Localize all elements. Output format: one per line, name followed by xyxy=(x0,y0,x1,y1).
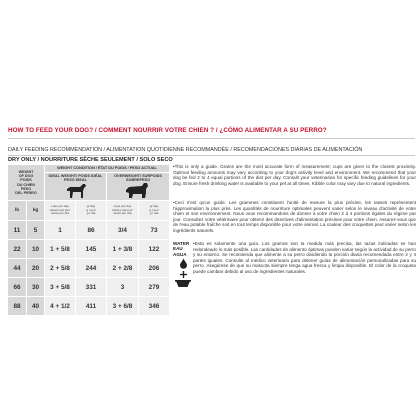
water-label-line: EAU xyxy=(173,246,183,252)
ideal-grams-cell: 145 xyxy=(76,240,106,258)
cup-note-line: tazas por día xyxy=(113,211,132,216)
overweight-grams-unit xyxy=(139,201,169,220)
food-bowl-icon xyxy=(175,279,191,288)
overweight-grams-cell: 122 xyxy=(139,240,169,258)
weight-lb-cell: 44 xyxy=(8,259,26,277)
page-title-text: HOW TO FEED YOUR DOG? / COMMENT NOURRIR VOTRE CHIEN ? / ¿CÓMO ALIMENTAR A SU PERRO? xyxy=(8,127,327,134)
gram-note-line: g / jour xyxy=(149,207,159,212)
overweight-grams-cell: 346 xyxy=(139,297,169,315)
weight-kg-cell: 10 xyxy=(27,240,44,258)
ideal-header-line: IDEAL WEIGHT/ POIDS IDÉAL xyxy=(48,174,103,178)
cup-note-line: cups per day xyxy=(51,203,69,208)
lean-dog-icon xyxy=(64,182,88,199)
cup-note-line: cups per day xyxy=(113,203,132,208)
overweight-cups-cell: 3/4 xyxy=(107,221,138,239)
cup-note-line: tasses par jour xyxy=(112,207,133,212)
gram-note-line: g / día xyxy=(86,211,96,216)
ideal-grams-cell: 411 xyxy=(76,297,106,315)
unit-kg-header: kg xyxy=(27,201,44,220)
plus-icon xyxy=(180,271,187,278)
weight-header-line: WEIGHT xyxy=(18,169,34,174)
water-label-line: AGUA xyxy=(173,251,187,257)
ideal-cups-cell: 1 xyxy=(45,221,75,239)
weight-header-line: PESO xyxy=(20,186,32,191)
divider xyxy=(8,138,415,139)
water-drop-icon xyxy=(179,258,188,269)
gram-note-line: g / jour xyxy=(86,207,96,212)
table-row xyxy=(8,240,169,258)
ideal-cups-unit xyxy=(45,201,75,220)
page-title xyxy=(8,127,327,134)
overweight-grams-cell: 73 xyxy=(139,221,169,239)
weight-header-line: OF DOG xyxy=(18,173,34,178)
feeding-table xyxy=(8,165,169,351)
guide-paragraph-en: •This is only a guide. Grams are the most accurate form of measurement; cups are given to the closest proximity. Optimal feeding amounts may vary according to your dog's activity level and environment. We recommend that your dog be fed 2 to 4 equal portions of the diet per day. Consult your veterinarian for specific feeding guidelines for your dog. Ensure fresh drinking water is available to your pet at all times. Kibble color may vary due to natural ingredients. xyxy=(173,164,416,186)
unit-lb-header: lb xyxy=(8,201,26,220)
ideal-cups-cell: 4 + 1/2 xyxy=(45,297,75,315)
weight-kg-cell: 20 xyxy=(27,259,44,277)
guide-paragraph-es: •Esta es solamente una guía. Los gramos son la medida más precisa, las tazas indicadas se han redondeado lo más posible. Las cantidades de alimento óptimas pueden variar según la actividad de su perro y su entorno. Se recomienda que alimente a su perro dividiendo la porción diaria recomendada entre 2 y 4 partes iguales. Consulte al médico veterinario para obtener guías de alimentación personalizadas para su perro. Asegúrese de que su mascota siempre tenga agua fresca y limpia disponible. El color de la croqueta puede cambiar debido al uso de ingredientes naturales. xyxy=(193,241,416,274)
ideal-cups-cell: 2 + 5/8 xyxy=(45,259,75,277)
water-label xyxy=(173,241,189,257)
overweight-grams-cell: 279 xyxy=(139,278,169,296)
gram-note-line: g/ day xyxy=(86,203,96,208)
heavy-dog-icon xyxy=(124,182,150,199)
ideal-cups-cell: 1 + 5/8 xyxy=(45,240,75,258)
weight-condition-header: WEIGHT CONDITION / ÉTAT DU POIDS / PESO ACTUAL xyxy=(45,165,169,172)
overweight-cups-cell: 3 xyxy=(107,278,138,296)
ideal-grams-cell: 86 xyxy=(76,221,106,239)
overweight-cups-cell: 2 + 2/8 xyxy=(107,259,138,277)
overweight-cups-cell: 1 + 3/8 xyxy=(107,240,138,258)
overweight-cups-cell: 3 + 6/8 xyxy=(107,297,138,315)
weight-lb-cell: 88 xyxy=(8,297,26,315)
ideal-grams-cell: 331 xyxy=(76,278,106,296)
ideal-header-line: PESO IDEAL xyxy=(64,178,87,183)
table-row xyxy=(8,259,169,277)
overweight-cups-unit xyxy=(107,201,138,220)
table-row xyxy=(8,278,169,296)
recommendation-label: DAILY FEEDING RECOMMENDATION / ALIMENTATION QUOTIDIENNE RECOMMANDÉE / RECOMENDACIONES DIARIAS DE ALIMENTACIÓN xyxy=(8,147,363,153)
weight-lb-cell: 11 xyxy=(8,221,26,239)
weight-kg-cell: 30 xyxy=(27,278,44,296)
gram-note-line: g / día xyxy=(149,211,159,216)
weight-header-line: POIDS xyxy=(20,178,32,183)
cup-note-line: tazas por día xyxy=(51,211,69,216)
gram-note-line: g/ day xyxy=(149,203,159,208)
overweight-header-line: OVERWEIGHT/ SURPOIDS xyxy=(114,174,162,178)
overweight-header-line: SOBREPESO xyxy=(125,178,151,183)
weight-kg-cell: 40 xyxy=(27,297,44,315)
guide-paragraph-fr: •Ceci n'est qu'un guide. Les grammes constituent l'unité de mesure la plus précise, les tasses représentent l'approximation la plus près. Les quantités de nourriture optimales peuvent varier selon le niveau d'activité de votre chien et son environnement. Nous vous recommandons de donner à votre chien 2 à 4 portions égales du régime par jour. Consultez votre vétérinaire pour obtenir des directives d'alimentation précises pour votre chien. Assurez-vous que de l'eau potable fraîche soit en tout temps disponible pour votre animal. La couleur des croquettes peut varier selon les ingrédients naturels. xyxy=(173,200,416,233)
overweight-grams-cell: 206 xyxy=(139,259,169,277)
water-label-line: WATER xyxy=(173,241,190,246)
divider xyxy=(8,155,415,156)
weight-kg-cell: 5 xyxy=(27,221,44,239)
weight-lb-cell: 22 xyxy=(8,240,26,258)
weight-header-line: DU CHIEN xyxy=(17,182,35,187)
cup-note-line: tasses par jour xyxy=(49,207,71,212)
table-row xyxy=(8,297,169,315)
ideal-cups-cell: 3 + 5/8 xyxy=(45,278,75,296)
ideal-grams-cell: 244 xyxy=(76,259,106,277)
weight-header xyxy=(8,165,44,200)
weight-header-line: DEL PERRO xyxy=(15,191,37,196)
weight-lb-cell: 66 xyxy=(8,278,26,296)
ideal-grams-unit xyxy=(76,201,106,220)
dry-only-label: DRY ONLY / NOURRITURE SÈCHE SEULEMENT / SOLO SECO xyxy=(8,157,173,163)
table-row xyxy=(8,221,169,239)
